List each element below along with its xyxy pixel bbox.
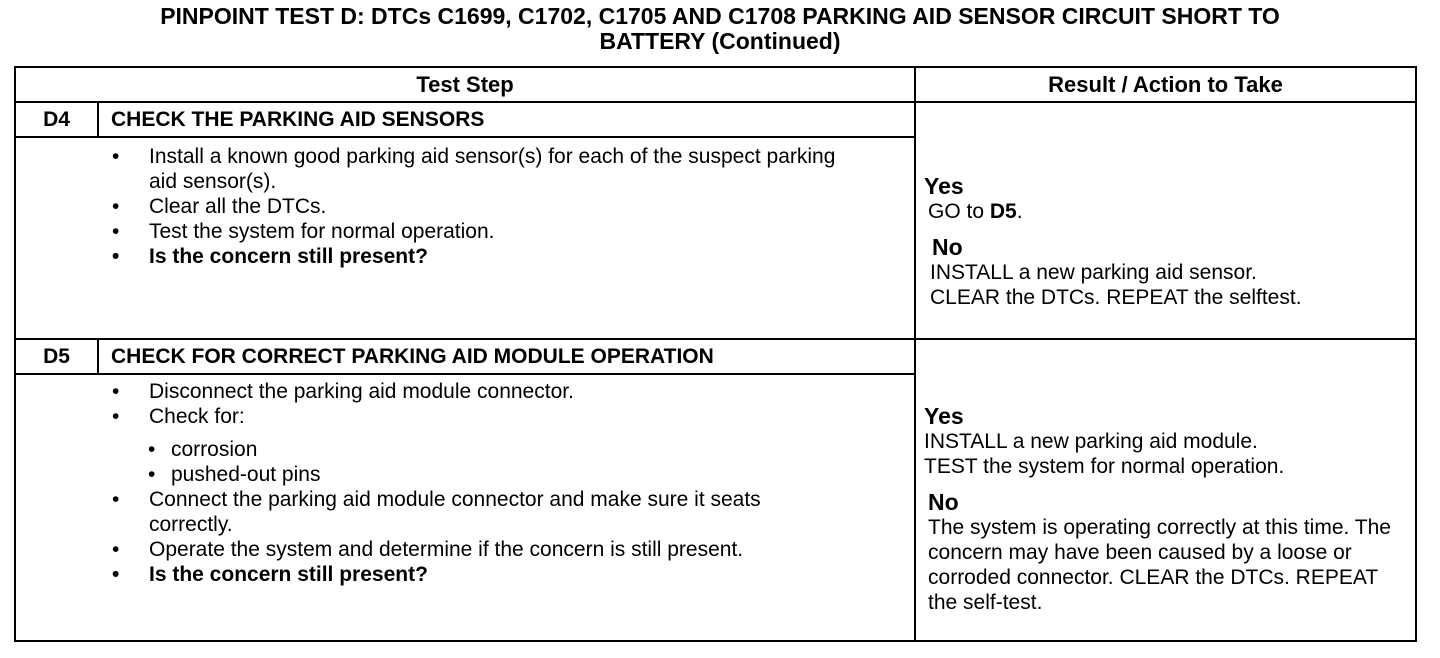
step-d4-title-row [15,102,1416,137]
step-d4-instructions [15,137,915,339]
d5-yes-label: Yes [924,403,964,429]
list-item: • Test the system for normal operation. [16,219,914,244]
d4-no-text-1: INSTALL a new parking aid sensor. [930,261,1257,284]
step-d4-title: CHECK THE PARKING AID SENSORS [98,102,915,137]
table-header-row [15,67,1416,102]
d5-yes-text-1: INSTALL a new parking aid module. [924,430,1258,453]
step-d4-id: D4 [15,102,98,137]
list-item: • Disconnect the parking aid module connector. [16,379,914,404]
sub-list-item: • corrosion [16,437,914,462]
step-d5-title: CHECK FOR CORRECT PARKING AID MODULE OPERATION [98,339,915,374]
sub-list-item: • pushed-out pins [16,462,914,487]
step-d5-id: D5 [15,339,98,374]
d5-step-list [16,379,914,587]
list-item: • Check for: • corrosion • pushed-out pins [16,404,914,487]
d4-no-label: No [932,234,963,260]
step-d4-result [915,102,1416,339]
title-line-2: BATTERY (Continued) [599,28,841,54]
d4-yes-text: GO to D5. [928,200,1023,223]
d5-no-text: The system is operating correctly at this time. The concern may have been caused by a loose or corroded connector. CLEAR the DTCs. REPEAT the self-test. [928,516,1391,614]
d5-no-label: No [928,489,959,515]
step-d5-result [915,339,1416,641]
list-item: • Is the concern still present? [16,562,914,587]
title-line-1: PINPOINT TEST D: DTCs C1699, C1702, C1705 AND C1708 PARKING AID SENSOR CIRCUIT SHORT TO [160,3,1280,29]
header-test-step: Test Step [15,67,915,102]
list-item: • Install a known good parking aid sensor(s) for each of the suspect parking aid sensor(s). [16,144,839,194]
list-item: • Clear all the DTCs. [16,194,914,219]
page-title [0,4,1440,54]
d5-check-sublist [16,437,914,487]
d5-yes-text-2: TEST the system for normal operation. [924,455,1285,478]
d4-yes-label: Yes [924,173,964,199]
d4-no-text-2: CLEAR the DTCs. REPEAT the selftest. [930,286,1302,309]
header-result: Result / Action to Take [915,67,1416,102]
list-item: • Is the concern still present? [16,244,914,269]
step-d5-title-row [15,339,1416,374]
list-item: • Connect the parking aid module connector and make sure it seats correctly. [16,487,849,537]
list-item: • Operate the system and determine if the concern is still present. [16,537,914,562]
pinpoint-test-table [14,66,1417,642]
step-d5-instructions [15,374,915,641]
d4-step-list [16,144,914,269]
